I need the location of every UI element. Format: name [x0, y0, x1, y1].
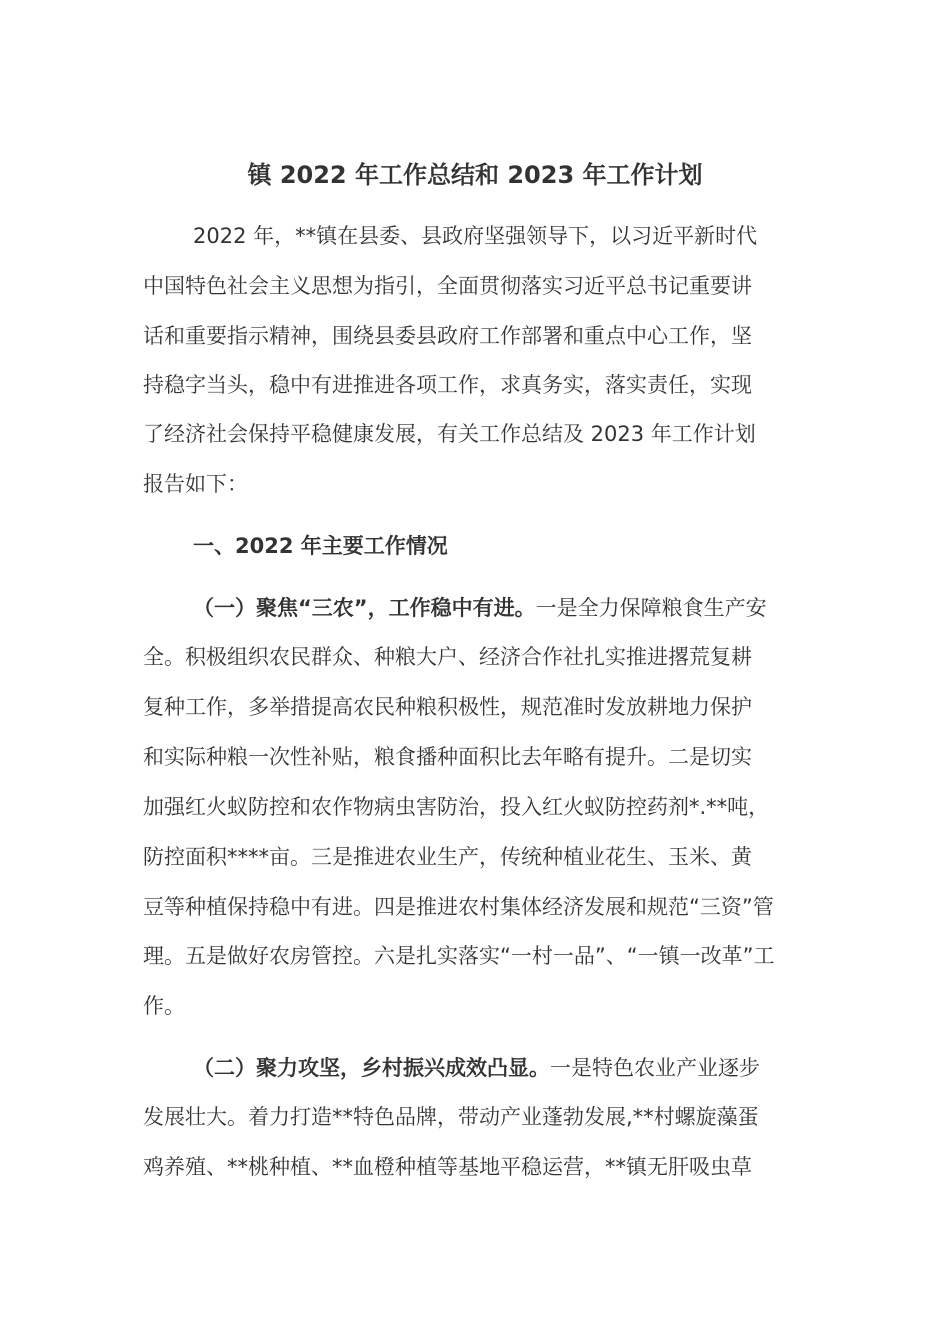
- paragraph-line: 复种工作，多举措提高农民种粮积极性，规范准时发放耕地力保护: [143, 695, 752, 719]
- section-heading: 一、2022 年主要工作情况: [193, 534, 448, 558]
- intro-line: 话和重要指示精神，围绕县委县政府工作部署和重点中心工作，坚: [143, 324, 752, 348]
- intro-line: 了经济社会保持平稳健康发展，有关工作总结及 2023 年工作计划: [143, 422, 756, 446]
- document-title: 镇 2022 年工作总结和 2023 年工作计划: [247, 161, 703, 189]
- intro-line: 中国特色社会主义思想为指引，全面贯彻落实习近平总书记重要讲: [143, 274, 752, 298]
- subsection-text: 一是特色农业产业逐步: [550, 1056, 760, 1080]
- paragraph-line: 加强红火蚁防控和农作物病虫害防治，投入红火蚁防控药剂*.**吨，: [143, 795, 770, 819]
- paragraph-line: 发展壮大。着力打造**特色品牌，带动产业蓬勃发展,**村螺旋藻蛋: [143, 1105, 759, 1129]
- subsection-first-line: [193, 1052, 760, 1084]
- paragraph-line: 鸡养殖、**桃种植、**血橙种植等基地平稳运营，**镇无肝吸虫草: [143, 1155, 752, 1179]
- intro-line: 2022 年，**镇在县委、县政府坚强领导下，以习近平新时代: [193, 224, 758, 248]
- intro-line: 持稳字当头，稳中有进推进各项工作，求真务实，落实责任，实现: [143, 373, 752, 397]
- paragraph-line: 理。五是做好农房管控。六是扎实落实“一村一品”、“一镇一改革”工: [143, 944, 775, 968]
- paragraph-line: 全。积极组织农民群众、种粮大户、经济合作社扎实推进撂荒复耕: [143, 645, 752, 669]
- intro-line: 报告如下：: [143, 472, 248, 496]
- subsection-heading: （二）聚力攻坚，乡村振兴成效凸显。: [193, 1056, 550, 1080]
- subsection-heading: （一）聚焦“三农”，工作稳中有进。: [193, 596, 536, 620]
- paragraph-line: 和实际种粮一次性补贴，粮食播种面积比去年略有提升。二是切实: [143, 745, 752, 769]
- paragraph-line: 豆等种植保持稳中有进。四是推进农村集体经济发展和规范“三资”管: [143, 895, 774, 919]
- paragraph-line: 作。: [143, 994, 185, 1018]
- paragraph-line: 防控面积****亩。三是推进农业生产，传统种植业花生、玉米、黄: [143, 845, 752, 869]
- subsection-text: 一是全力保障粮食生产安: [535, 596, 767, 620]
- subsection-first-line: [193, 592, 767, 624]
